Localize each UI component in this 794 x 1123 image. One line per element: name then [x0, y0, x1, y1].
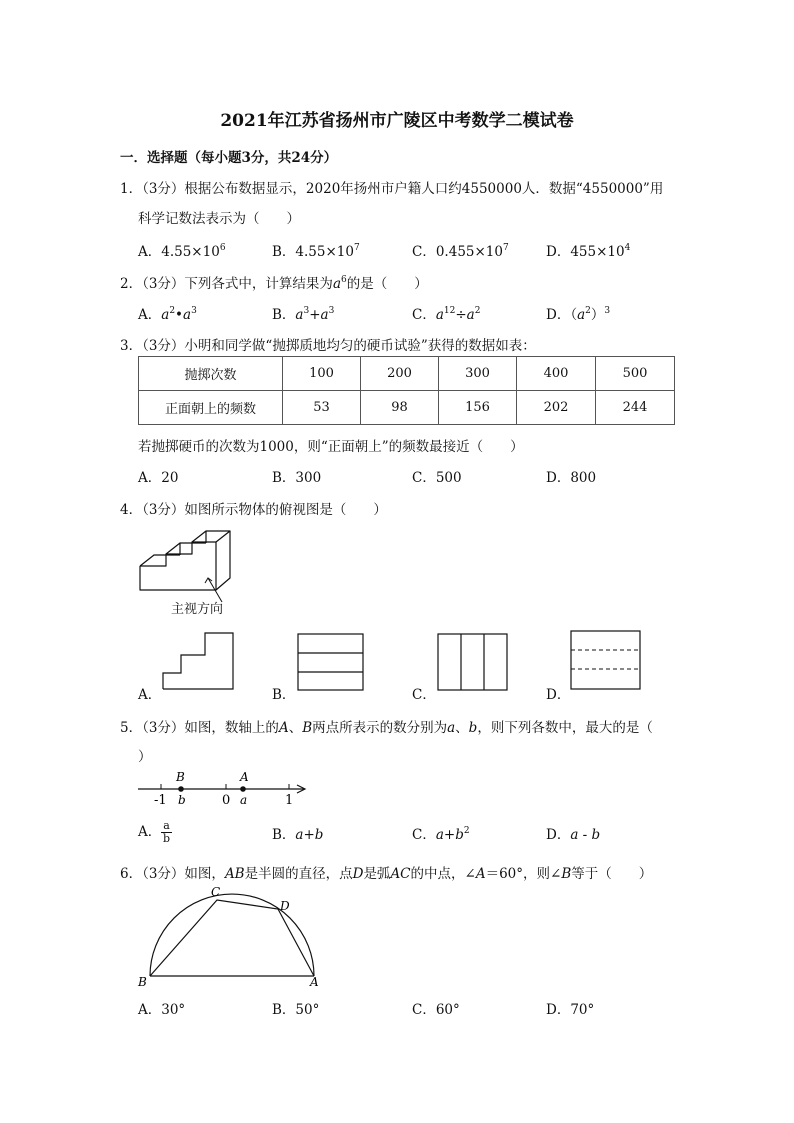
- table-row: [139, 391, 675, 425]
- q2-option-b[interactable]: B．$a^3+a^3$: [272, 306, 335, 323]
- point-b-label: B: [176, 770, 185, 784]
- q5-option-b[interactable]: B．a+b: [272, 827, 324, 843]
- q6-option-c[interactable]: C．60°: [412, 1002, 460, 1018]
- page-title: 2021年江苏省扬州市广陵区中考数学二模试卷: [220, 111, 574, 131]
- q1-option-a[interactable]: A．$4.55\times 10^6$: [138, 243, 226, 260]
- tick-label-one: 1: [285, 793, 294, 808]
- table-cell: 300: [439, 357, 517, 391]
- q4-option-a-figure: [160, 630, 236, 692]
- point-c-label: C: [211, 885, 221, 899]
- table-cell: 53: [283, 391, 361, 425]
- table-cell: 156: [439, 391, 517, 425]
- q3-option-d[interactable]: D．800: [546, 470, 597, 486]
- q5-stem: 5．（3分）如图，数轴上的A、B两点所表示的数分别为a、b，则下列各数中，最大的是（: [120, 720, 653, 736]
- table-cell: 400: [517, 357, 596, 391]
- point-d-label: D: [280, 899, 290, 913]
- q4-option-d-figure: [569, 629, 643, 692]
- q6-option-b[interactable]: B．50°: [272, 1002, 320, 1018]
- q1-stem-line2: 科学记数法表示为（ ）: [138, 211, 300, 227]
- q4-option-b-figure: [296, 632, 366, 692]
- q4-stem: 4．（3分）如图所示物体的俯视图是（ ）: [120, 502, 387, 518]
- q4-option-b[interactable]: B．: [272, 687, 296, 703]
- table-cell: 98: [361, 391, 439, 425]
- q5-number-line: [134, 768, 314, 810]
- table-header-cell: 正面朝上的频数: [139, 391, 283, 425]
- q3-option-a[interactable]: A．20: [138, 470, 179, 486]
- point-a-value: a: [240, 793, 248, 807]
- q5-option-c[interactable]: C．$a+b^2$: [412, 826, 470, 843]
- table-cell: 100: [283, 357, 361, 391]
- q1-option-c[interactable]: C．$0.455\times 10^7$: [412, 243, 509, 260]
- q6-stem: 6．（3分）如图，AB是半圆的直径，点D是弧AC的中点，∠A＝60°，则∠B等于（ ）: [120, 866, 653, 882]
- point-a-label: A: [240, 770, 249, 784]
- q3-option-b[interactable]: B．300: [272, 470, 322, 486]
- point-a-dot: [240, 786, 246, 792]
- q5-option-d[interactable]: D．a - b: [546, 827, 601, 843]
- table-row: [139, 357, 675, 391]
- section-heading: 一．选择题（每小题3分，共24分）: [120, 150, 338, 166]
- point-a-label: A: [310, 975, 319, 989]
- q2-option-c[interactable]: C．$a^{12}\div a^2$: [412, 306, 481, 323]
- q6-semicircle-figure: [134, 882, 324, 990]
- q3-frequency-table: [138, 356, 675, 425]
- tick-label-minus-one: -1: [154, 793, 167, 808]
- q4-option-c[interactable]: C．: [412, 687, 436, 703]
- point-b-label: B: [138, 975, 147, 989]
- table-cell: 500: [596, 357, 675, 391]
- table-cell: 202: [517, 391, 596, 425]
- q1-option-d[interactable]: D．$455\times 10^4$: [546, 243, 631, 260]
- table-cell: 200: [361, 357, 439, 391]
- point-b-dot: [178, 786, 184, 792]
- q3-stem: 3．（3分）小明和同学做“抛掷质地均匀的硬币试验”获得的数据如表：: [120, 338, 536, 354]
- q2-stem: 2．（3分）下列各式中，计算结果为$a^6$的是（ ）: [120, 275, 428, 292]
- q4-option-a[interactable]: A．: [138, 687, 162, 703]
- q6-option-d[interactable]: D．70°: [546, 1002, 595, 1018]
- q2-option-d[interactable]: D．$(a^2)^3$: [546, 306, 611, 323]
- point-b-value: b: [178, 793, 186, 807]
- q4-figure-label: 主视方向: [171, 602, 224, 617]
- q1-stem-line1: 1．（3分）根据公布数据显示，2020年扬州市户籍人口约4550000人．数据“4550000”用: [120, 181, 664, 197]
- q1-option-b[interactable]: B．$4.55\times 10^7$: [272, 243, 360, 260]
- q6-option-a[interactable]: A．30°: [138, 1002, 186, 1018]
- q2-option-a[interactable]: A．$a^2•a^3$: [138, 306, 197, 323]
- tick-label-zero: 0: [222, 793, 231, 808]
- table-cell: 244: [596, 391, 675, 425]
- q3-option-c[interactable]: C．500: [412, 470, 462, 486]
- q5-stem-line2: ）: [138, 749, 152, 765]
- q4-option-c-figure: [436, 632, 510, 692]
- table-header-cell: 抛掷次数: [139, 357, 283, 391]
- q5-option-a[interactable]: A． $\frac{a}{b}$: [138, 819, 171, 845]
- q4-option-d[interactable]: D．: [546, 687, 571, 703]
- q3-stem-line2: 若抛掷硬币的次数为1000，则“正面朝上”的频数最接近（ ）: [138, 439, 524, 455]
